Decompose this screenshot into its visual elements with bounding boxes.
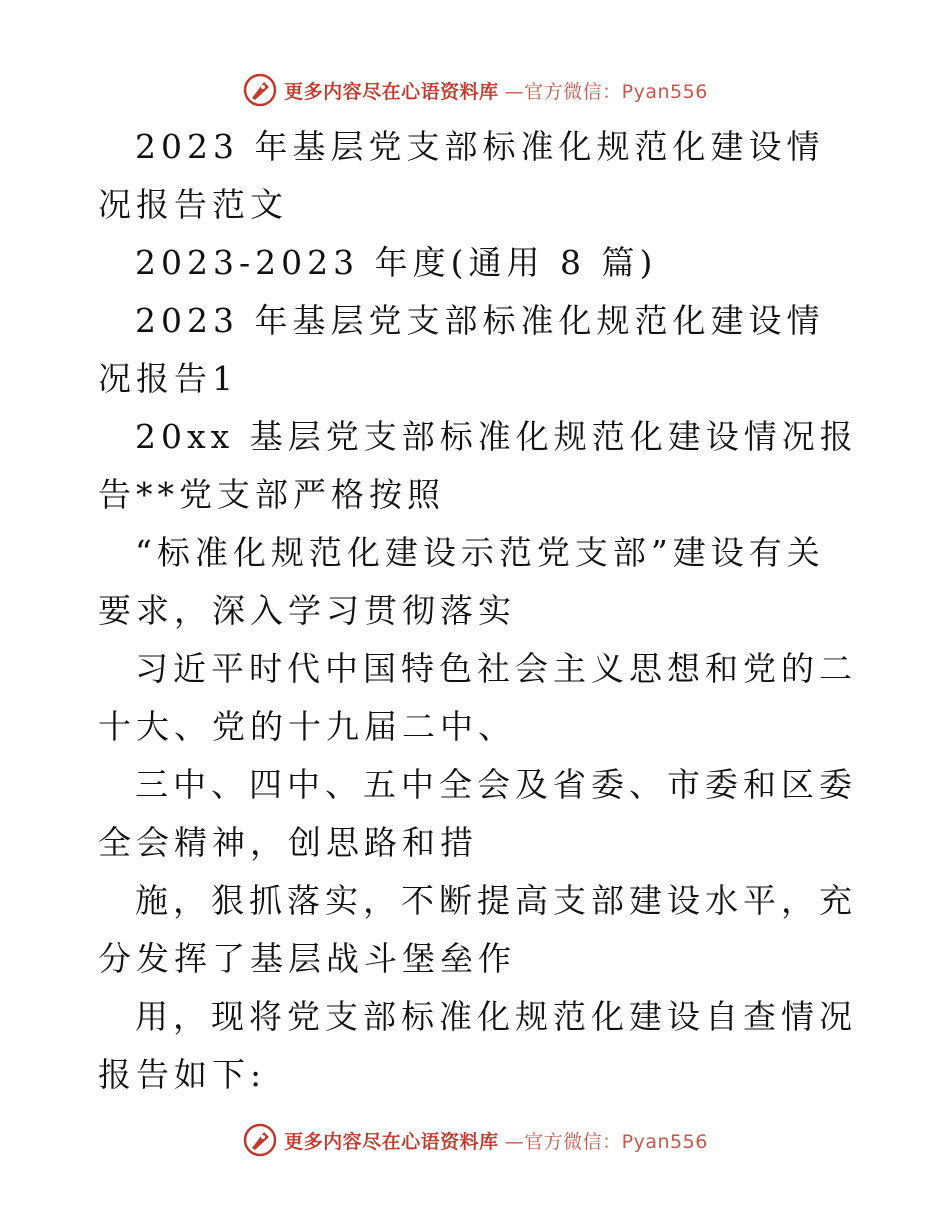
document-body <box>98 118 858 1104</box>
pen-nib-circle-icon <box>242 1122 278 1158</box>
footer-watermark <box>0 1120 950 1160</box>
watermark-sub-text: —官方微信：Pyan556 <box>504 1130 708 1153</box>
body-paragraph: 20xx 基层党支部标准化规范化建设情况报告**党支部严格按照 <box>98 417 858 514</box>
header-watermark <box>0 70 950 110</box>
section-heading: 2023 年基层党支部标准化规范化建设情况报告1 <box>98 301 825 398</box>
body-paragraph: “标准化规范化建设示范党支部”建设有关要求，深入学习贯彻落实 <box>98 533 825 630</box>
watermark-main-text: 更多内容尽在心语资料库 <box>284 1130 499 1153</box>
document-title: 2023 年基层党支部标准化规范化建设情况报告范文 <box>98 127 825 224</box>
pen-nib-circle-icon <box>242 72 278 108</box>
body-paragraph: 三中、四中、五中全会及省委、市委和区委全会精神，创思路和措 <box>98 765 857 862</box>
document-subtitle: 2023-2023 年度(通用 8 篇) <box>135 243 658 282</box>
body-paragraph: 施，狠抓落实，不断提高支部建设水平，充分发挥了基层战斗堡垒作 <box>98 881 857 978</box>
watermark-main-text: 更多内容尽在心语资料库 <box>284 80 499 103</box>
watermark-sub-text: —官方微信：Pyan556 <box>504 80 708 103</box>
body-paragraph: 用，现将党支部标准化规范化建设自查情况报告如下: <box>98 997 857 1094</box>
body-paragraph: 习近平时代中国特色社会主义思想和党的二十大、党的十九届二中、 <box>98 649 857 746</box>
